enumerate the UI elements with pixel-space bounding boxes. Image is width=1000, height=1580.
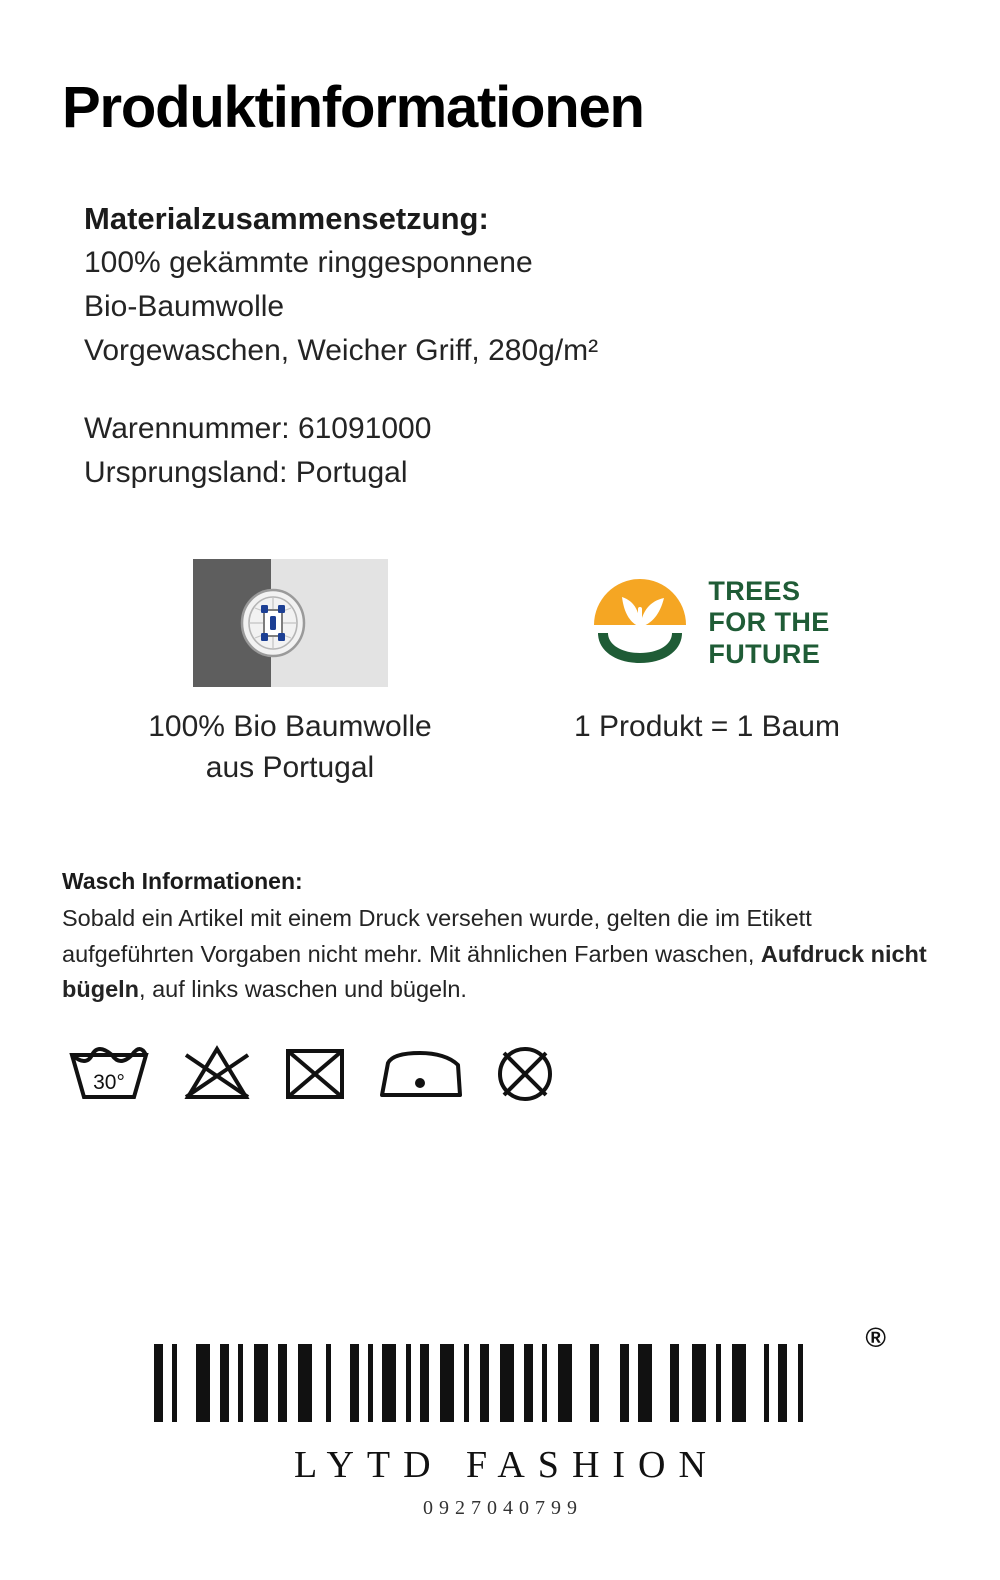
brand-name: LYTD FASHION [294,1444,719,1486]
material-composition-heading: Materialzusammensetzung: [84,200,489,236]
material-line-3: Vorgewaschen, Weicher Griff, 280g/m² [84,334,599,368]
material-composition-block [62,201,938,495]
wash-30-degrees-icon [66,1041,152,1103]
wash-text-bold: Aufdruck nicht bügeln [62,940,927,1002]
iron-low-heat-icon [374,1041,466,1103]
trees-logo-text [708,576,829,672]
material-line-2: Bio-Baumwolle [84,289,285,323]
trees-logo-line-2: FOR THE [708,607,830,638]
portugal-badge-caption [148,707,432,788]
do-not-tumble-dry-icon [282,1041,348,1103]
wash-text-part-1: Sobald ein Artikel mit einem Druck versehen wurde, gelten die im Etikett aufgeführten Vorgaben nicht mehr. Mit ähnlichen Farben waschen, [62,905,812,967]
barcode-wrap [150,1322,886,1422]
brand-number: 0927040799 [423,1497,583,1519]
svg-text:30°: 30° [93,1071,125,1095]
portugal-caption-line-1: 100% Bio Baumwolle [148,710,432,744]
wash-text-part-2: , auf links waschen und bügeln. [139,975,467,1002]
trees-sun-hand-icon [584,567,696,679]
badge-trees-for-the-future [512,559,902,748]
portugal-coat-of-arms-icon [239,588,307,658]
trees-logo-line-1: TREES [708,575,801,606]
portugal-caption-line-2: aus Portugal [205,750,375,784]
do-not-bleach-icon [178,1041,256,1103]
wash-information-text [62,901,938,1007]
trees-logo-line-3: FUTURE [708,639,821,670]
do-not-dry-clean-icon [492,1041,558,1103]
barcode-icon [150,1344,850,1422]
badges-row [62,559,938,788]
country-of-origin: Ursprungsland: Portugal [84,456,408,490]
portugal-flag-icon [193,559,388,687]
customs-number: Warennummer: 61091000 [84,412,432,446]
product-information-page [0,75,1000,1580]
wash-information-heading: Wasch Informationen: [62,868,303,895]
registered-trademark-icon: ® [865,1322,886,1353]
material-line-1: 100% gekämmte ringgesponnene [84,245,533,279]
trees-badge-caption: 1 Produkt = 1 Baum [574,710,840,744]
care-symbols-row [62,1041,938,1103]
trees-for-the-future-logo [584,559,829,687]
spacer [84,373,938,407]
brand-block [0,1322,1000,1520]
page-title: Produktinformationen [62,75,644,140]
wash-information-block [62,868,938,1103]
badge-portugal [90,559,490,788]
